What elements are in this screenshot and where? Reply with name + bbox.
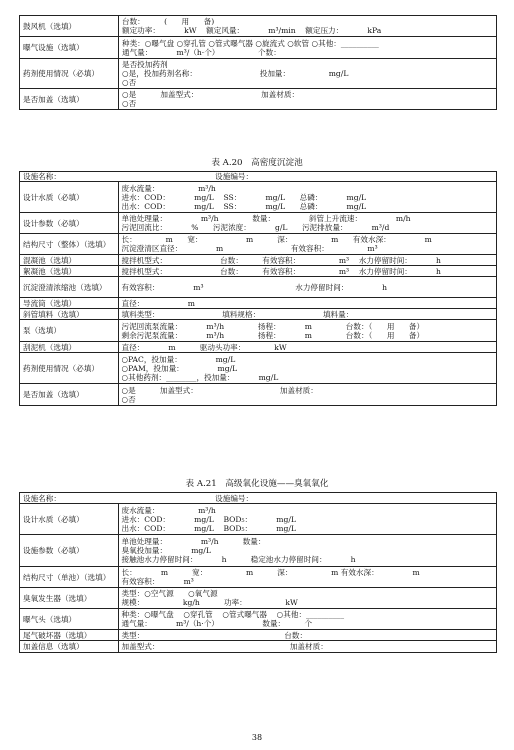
table-row	[20, 59, 497, 89]
row-content	[118, 309, 497, 320]
content-line: 接触池水力停留时间： h 稳定池水力停留时间： h	[121, 555, 356, 564]
row-content	[118, 535, 497, 567]
content-line: ○否	[122, 99, 137, 108]
table-row	[20, 298, 497, 309]
content-line: ○是，投加药剂名称： 投加量： mg/L	[122, 69, 349, 78]
table-row	[20, 16, 497, 37]
content-line: 设施编号：	[121, 172, 254, 181]
content-line: ○否	[121, 394, 136, 404]
content-line: ○PAM，投加量： mg/L	[121, 363, 238, 373]
row-label: 是否加盖（选填）	[20, 384, 119, 406]
row-content	[118, 493, 497, 504]
content-line: 长： m 宽： m 深： m 有效水深： m	[121, 568, 420, 577]
row-content	[119, 59, 497, 89]
table-row	[20, 266, 497, 277]
content-line: 是否投加药剂	[122, 60, 168, 69]
content-line: ○否	[122, 78, 137, 87]
table-row	[20, 182, 497, 213]
content-line: 污泥回流泵流量： m³/h 扬程： m 台数：（ 用 备）	[121, 321, 425, 331]
content-line: 种类：○曝气盘 ○穿孔管 ○管式曝气器 ○其他：__________	[121, 610, 345, 619]
row-label: 刮泥机（选填）	[20, 342, 119, 353]
row-content	[118, 384, 497, 406]
row-content	[118, 504, 497, 535]
content-line: ○是 加盖型式： 加盖材质：	[121, 385, 318, 395]
content-line: 设施编号：	[121, 493, 254, 503]
row-label: 曝气头（选填）	[20, 609, 119, 630]
table-row	[20, 641, 497, 653]
content-line: ○是 加盖型式： 加盖材质：	[122, 90, 300, 99]
row-label: 设施名称：	[20, 493, 119, 504]
row-label: 导流筒（选填）	[20, 298, 119, 309]
page-number: 38	[251, 733, 263, 742]
row-content	[118, 213, 497, 234]
table-row	[20, 630, 497, 641]
content-line: 通气量： m³/（h·个） 个数：	[122, 47, 281, 57]
table-row	[20, 234, 497, 255]
row-content	[119, 16, 497, 37]
row-content	[118, 641, 497, 653]
row-label: 曝气设施（选填）	[20, 37, 119, 59]
row-label: 药剂使用情况（必填）	[20, 353, 119, 384]
content-line: 出水：COD： mg/L BOD₅： mg/L	[121, 523, 296, 533]
row-content	[118, 255, 497, 266]
content-line: 规模： kg/h 功率： kW	[121, 598, 298, 607]
content-line: 直径： m	[121, 298, 195, 308]
content-line: 有效容积： m³ 水力停留时间： h	[121, 282, 388, 292]
table-row	[20, 384, 497, 406]
row-label: 设施名称：	[20, 172, 119, 182]
table-row	[20, 89, 497, 110]
row-content	[118, 277, 497, 298]
table-row	[20, 353, 497, 384]
row-label: 沉淀澄清浓缩池（选填）	[20, 277, 119, 298]
row-content	[118, 234, 497, 255]
content-line: 通气量： m³/（h·个） 数量： 个	[121, 619, 313, 628]
content-line: ○PAC，投加量： mg/L	[121, 354, 236, 364]
content-line: 种类：○曝气盘 ○穿孔管 ○管式曝气器 ○旋流式 ○软管 ○其他：__________	[122, 38, 379, 48]
table-a19-continued	[19, 15, 497, 110]
row-content	[118, 266, 497, 277]
content-line: 额定功率： kW 额定风量： m³/min 额定压力： kPa	[122, 26, 382, 35]
row-content	[118, 588, 497, 609]
row-content	[118, 182, 497, 213]
table-row	[20, 342, 497, 353]
row-content	[118, 353, 497, 384]
row-content	[118, 320, 497, 342]
content-line: 出水：COD： mg/L SS： mg/L 总磷： mg/L	[121, 201, 367, 211]
content-line: 废水流量： m³/h	[121, 505, 216, 515]
row-content	[119, 89, 497, 110]
row-label: 臭氧发生器（选填）	[20, 588, 119, 609]
row-label: 药剂使用情况（必填）	[20, 59, 119, 89]
table-a20	[19, 171, 497, 406]
row-label: 尾气破坏器（选填）	[20, 630, 119, 641]
row-content	[118, 298, 497, 309]
row-label: 混凝池（选填）	[20, 255, 119, 266]
content-line: 废水流量： m³/h	[121, 183, 216, 193]
row-label: 絮凝池（选填）	[20, 266, 119, 277]
content-line: 加盖型式： 加盖材质：	[121, 642, 328, 651]
row-label: 斜管填料（选填）	[20, 309, 119, 320]
content-line: 有效容积： m³	[121, 577, 194, 586]
content-line: 污泥回流比： % 污泥浓度： g/L 污泥排放量： m³/d	[121, 223, 390, 232]
content-line: 台数： ( 用 备)	[122, 17, 215, 26]
row-label: 设计水质（必填）	[20, 182, 119, 213]
content-line: ○其他药剂：________，投加量： mg/L	[121, 372, 279, 382]
table-row	[20, 277, 497, 298]
content-line: 搅拌机型式： 台数： 有效容积： m³ 水力停留时间： h	[121, 255, 441, 265]
row-content	[118, 172, 497, 182]
content-line: 搅拌机型式： 台数： 有效容积： m³ 水力停留时间： h	[121, 266, 441, 276]
row-label: 设施参数（必填）	[20, 535, 119, 567]
row-content	[118, 342, 497, 353]
table-row	[20, 255, 497, 266]
content-line: 进水：COD： mg/L SS： mg/L 总磷： mg/L	[121, 192, 367, 202]
table-row	[20, 37, 497, 59]
table-a21	[19, 492, 497, 653]
table-row	[20, 567, 497, 588]
table-row	[20, 609, 497, 630]
content-line: 单池处理量： m³/h 数量：	[121, 537, 266, 546]
table-row	[20, 172, 497, 182]
row-content	[118, 567, 497, 588]
table-row	[20, 320, 497, 342]
row-content	[118, 609, 497, 630]
row-label: 泵（选填）	[20, 320, 119, 342]
table-a20-caption: 表 A.20 高密度沉淀池	[211, 158, 303, 168]
content-line: 类型： 台数：	[121, 630, 308, 640]
row-label: 加盖信息（选填）	[20, 641, 119, 653]
content-line: 臭氧投加量： mg/L	[121, 546, 211, 555]
table-row	[20, 213, 497, 234]
table-row	[20, 588, 497, 609]
table-row	[20, 493, 497, 504]
content-line: 填料类型： 填料规格： 填料量：	[121, 309, 354, 319]
row-label: 是否加盖（选填）	[20, 89, 119, 110]
content-line: 沉淀澄清区直径： m 有效容积： m³	[121, 244, 378, 253]
row-label: 结构尺寸（单池）（选填）	[20, 567, 119, 588]
row-label: 设计水质（必填）	[20, 504, 119, 535]
row-label: 结构尺寸（整体）（选填）	[20, 234, 119, 255]
row-content	[119, 37, 497, 59]
row-label: 设计参数（必填）	[20, 213, 119, 234]
content-line: 剩余污泥泵流量： m³/h 扬程： m 台数：（ 用 备）	[121, 330, 425, 340]
table-a21-caption: 表 A.21 高级氧化设施——臭氧氧化	[185, 479, 329, 489]
content-line: 直径： m 驱动头功率： kW	[121, 342, 287, 352]
content-line: 单池处理量： m³/h 数量： 斜管上升流速： m/h	[121, 214, 411, 223]
content-line: 类型：○空气源 ○氧气源	[121, 589, 218, 598]
content-line: 进水：COD： mg/L BOD₅： mg/L	[121, 514, 296, 524]
row-content	[118, 630, 497, 641]
table-row	[20, 309, 497, 320]
content-line: 长： m 宽： m 深： m 有效水深： m	[121, 235, 432, 244]
table-row	[20, 535, 497, 567]
table-row	[20, 504, 497, 535]
row-label: 鼓风机（选填）	[20, 16, 119, 37]
